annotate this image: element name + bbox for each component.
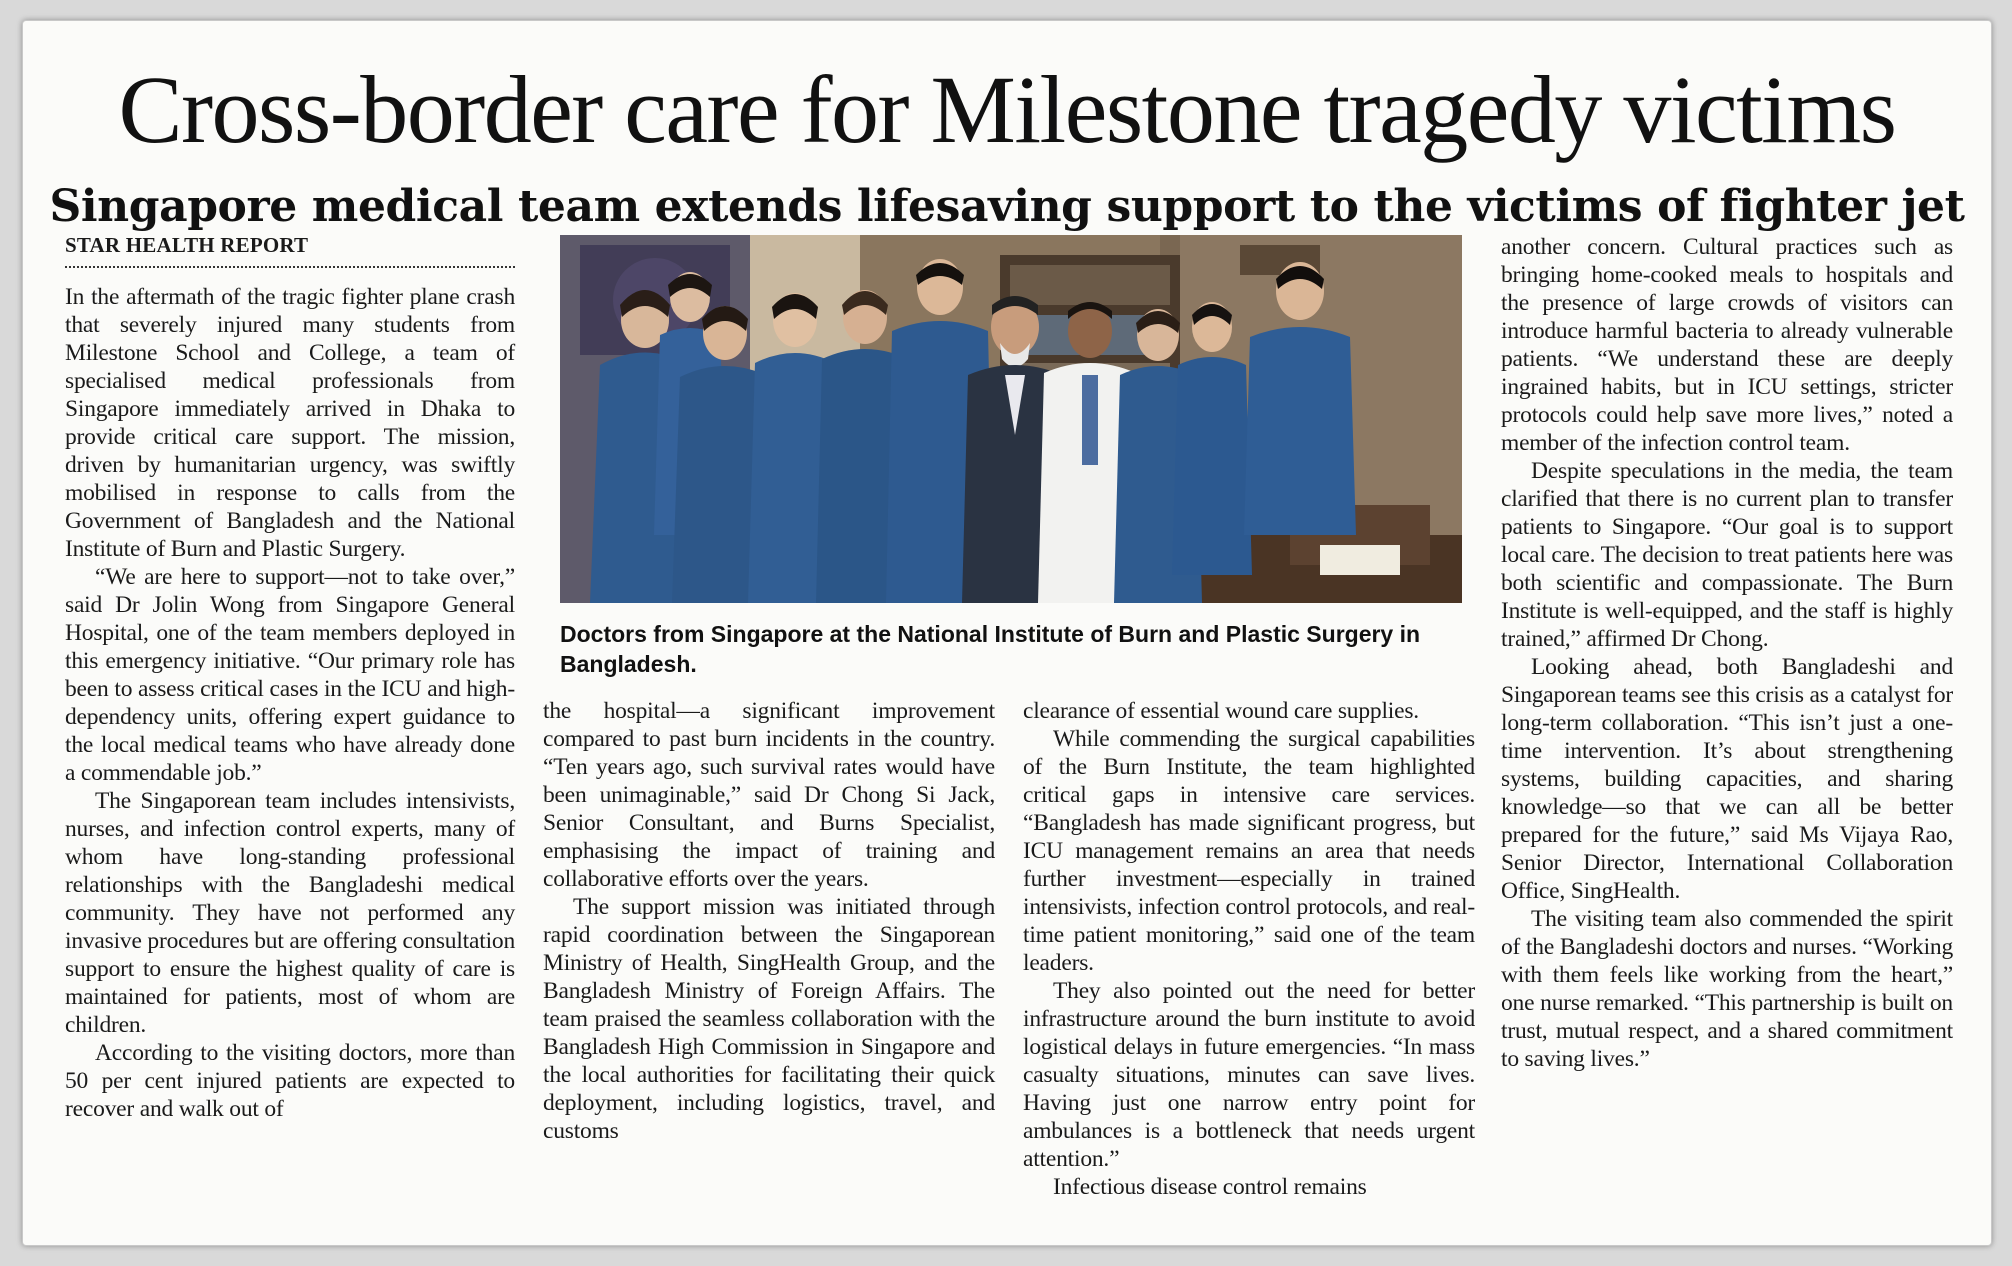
team-photo — [560, 235, 1462, 603]
article-column-2 — [543, 697, 995, 1145]
subheadline: Singapore medical team extends lifesaving support to the victims of fighter jet — [49, 181, 1965, 232]
paragraph: In the aftermath of the tragic fighter plane crash that severely injured many students from Milestone School and College, a team of specialised medical professionals from Singapore immediately arrived in Dhaka to provide critical care support. The mission, driven by humanitarian urgency, was swiftly mobilised in response to calls from the Government of Bangladesh and the National Institute of Burn and Plastic Surgery. — [65, 284, 515, 562]
paragraph: another concern. Cultural practices such as bringing home-cooked meals to hospitals and the presence of large crowds of visitors can introduce harmful bacteria to already vulnerable patients. “We understand these are deeply ingrained habits, but in ICU settings, stricter protocols could help save more lives,” noted a member of the infection control team. — [1501, 234, 1953, 456]
paragraph: Infectious disease control remains — [1053, 1174, 1367, 1200]
paragraph: clearance of essential wound care supplies. — [1023, 698, 1419, 724]
article-column-3 — [1023, 697, 1475, 1201]
byline: STAR HEALTH REPORT — [65, 233, 515, 268]
article-column-4 — [1501, 233, 1953, 1073]
paragraph: They also pointed out the need for better infrastructure around the burn institute to avoid logistical delays in future emergencies. “In mass casualty situations, minutes can save lives. Having just one narrow entry point for ambulances is a bottleneck that needs urgent attention.” — [1023, 978, 1475, 1172]
paragraph: Looking ahead, both Bangladeshi and Singaporean teams see this crisis as a catalyst for long-term collaboration. “This isn’t just a one-time intervention. It’s about strengthening systems, building capacities, and sharing knowledge—so that we can all be better prepared for the future,” said Ms Vijaya Rao, Senior Director, International Collaboration Office, SingHealth. — [1501, 654, 1953, 904]
photo-caption: Doctors from Singapore at the National Institute of Burn and Plastic Surgery in Bangladesh. — [560, 621, 1421, 677]
paragraph: According to the visiting doctors, more than 50 per cent injured patients are expected to recover and walk out of — [65, 1040, 515, 1122]
paragraph: Despite speculations in the media, the team clarified that there is no current plan to transfer patients to Singapore. “Our goal is to support local care. The decision to treat patients here was both scientific and compassionate. The Burn Institute is well-equipped, and the staff is highly trained,” affirmed Dr Chong. — [1501, 458, 1953, 652]
headline: Cross-border care for Milestone tragedy victims — [118, 56, 1896, 163]
newspaper-page — [22, 20, 1992, 1246]
team-photo-illustration — [560, 235, 1462, 603]
paragraph: The support mission was initiated through rapid coordination between the Singaporean Ministry of Health, SingHealth Group, and the Bangladesh Ministry of Foreign Affairs. The team praised the seamless collaboration with the Bangladesh High Commission in Singapore and the local authorities for facilitating their quick deployment, including logistics, travel, and customs — [543, 894, 995, 1144]
paragraph: While commending the surgical capabilities of the Burn Institute, the team highlighted critical gaps in intensive care services. “Bangladesh has made significant progress, but ICU management remains an area that needs further investment—especially in trained intensivists, infection control protocols, and real-time patient monitoring,” said one of the team leaders. — [1023, 726, 1475, 976]
paragraph: “We are here to support—not to take over,” said Dr Jolin Wong from Singapore General Hospital, one of the team members deployed in this emergency initiative. “Our primary role has been to assess critical cases in the ICU and high-dependency units, offering expert guidance to the local medical teams who have already done a commendable job.” — [65, 564, 515, 786]
paragraph: The Singaporean team includes intensivists, nurses, and infection control experts, many of whom have long-standing professional relationships with the Bangladeshi medical community. They have not performed any invasive procedures but are offering consultation support to ensure the highest quality of care is maintained for patients, most of whom are children. — [65, 788, 515, 1038]
paragraph: The visiting team also commended the spirit of the Bangladeshi doctors and nurses. “Working with them feels like working from the heart,” one nurse remarked. “This partnership is built on trust, mutual respect, and a shared commitment to saving lives.” — [1501, 906, 1953, 1072]
paragraph: the hospital—a significant improvement compared to past burn incidents in the country. “Ten years ago, such survival rates would have been unimaginable,” said Dr Chong Si Jack, Senior Consultant, and Burns Specialist, emphasising the impact of training and collaborative efforts over the years. — [543, 698, 995, 892]
article-column-1 — [65, 283, 515, 1123]
